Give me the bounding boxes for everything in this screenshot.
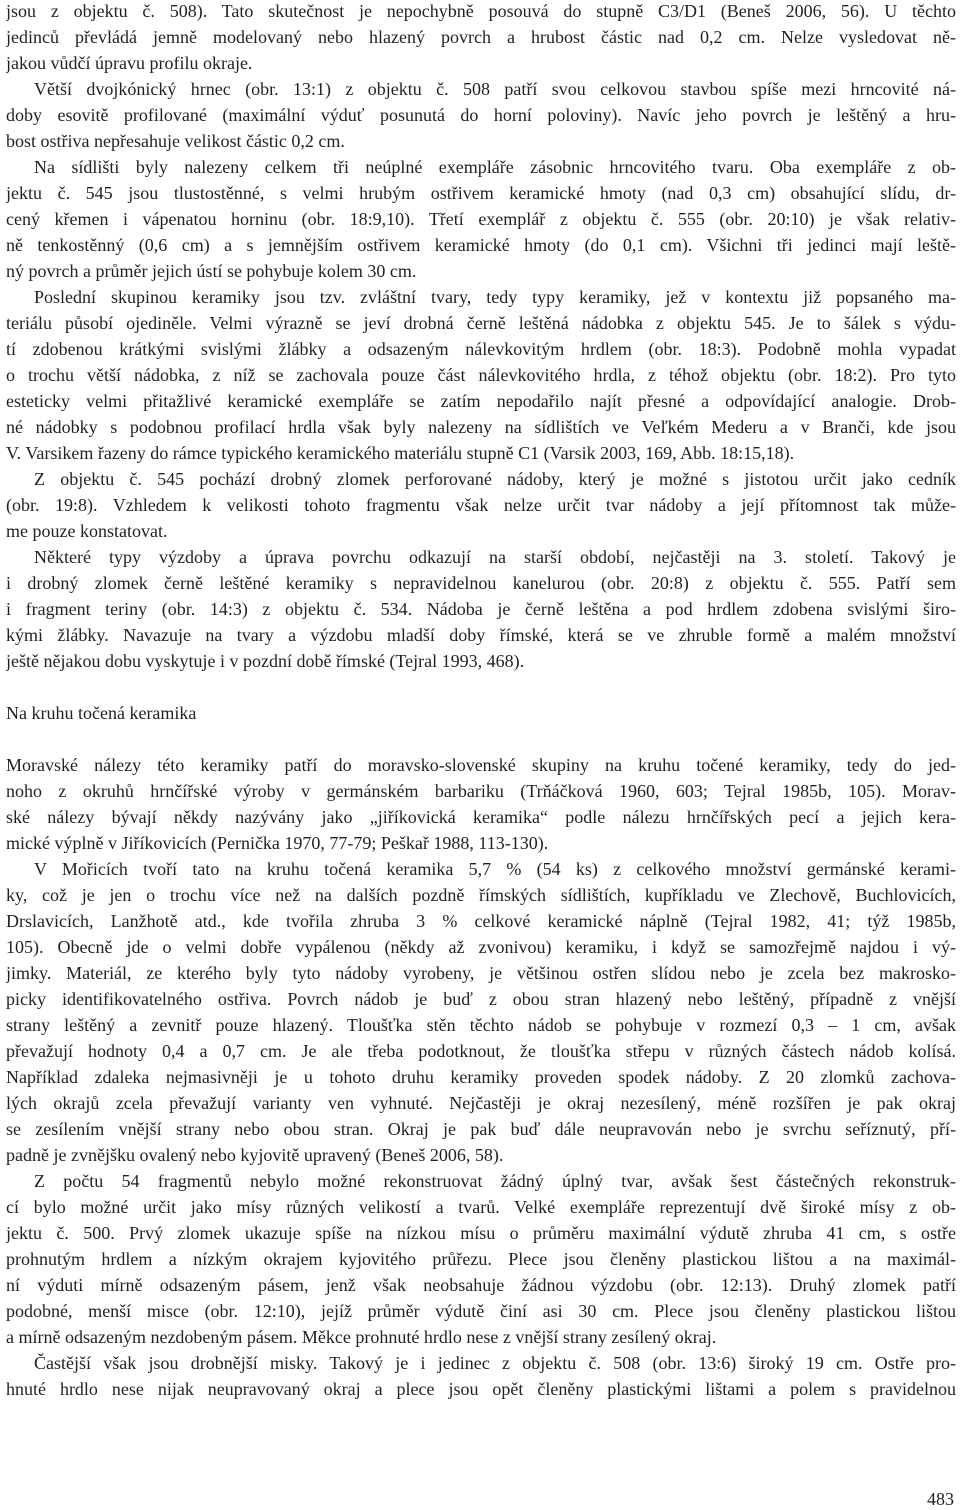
text-line: Drslavicích, Lanžhotě atd., kde tvořila zhruba 3 % celkové keramické náplně (Tejral 1982, 41; týž 1985b,: [6, 911, 956, 931]
text-line: 105). Obecně jde o velmi dobře vypálenou (někdy až zvonivou) keramiku, i když se samozřejmě najdou i vý-: [6, 937, 956, 957]
text-line: se zesílením vnější strany nebo obou stran. Okraj je pak buď dále neupravován nebo je svrchu seříznutý, pří-: [6, 1119, 956, 1139]
text-line: jimky. Materiál, ze kterého byly tyto nádoby vyrobeny, je většinou ostřen slídou nebo je zcela bez makrosko-: [6, 963, 956, 983]
text-line: Moravské nálezy této keramiky patří do moravsko-slovenské skupiny na kruhu točené keramiky, tedy do jed-: [6, 755, 956, 775]
text-line: ještě nějakou dobu vyskytuje i v pozdní době římské (Tejral 1993, 468).: [6, 651, 525, 671]
text-line: V. Varsikem řazeny do rámce typického keramického materiálu stupně C1 (Varsik 2003, 169, Abb. 18:15,18).: [6, 443, 795, 463]
text-line: cí bylo možné určit jako mísy různých velikostí a tvarů. Velké exempláře reprezentují dvě široké mísy z ob-: [6, 1197, 956, 1217]
text-line: Větší dvojkónický hrnec (obr. 13:1) z objektu č. 508 patří svou celkovou stavbou spíše mezi hrncovité ná-: [34, 79, 956, 99]
text-line: lých okrajů zcela převažují varianty ven vyhnuté. Nejčastěji je okraj nezesílený, méně rozšířen je pak okraj: [6, 1093, 956, 1113]
text-line: V Mořicích tvoří tato na kruhu točená keramika 5,7 % (54 ks) z celkového množství germánské kerami-: [34, 859, 956, 879]
text-line: Poslední skupinou keramiky jsou tzv. zvláštní tvary, tedy typy keramiky, jež v kontextu již popsaného ma-: [34, 287, 956, 307]
text-line: i drobný zlomek černě leštěné keramiky s nepravidelnou kanelurou (obr. 20:8) z objektu č. 555. Patří sem: [6, 573, 956, 593]
text-line: Z počtu 54 fragmentů nebylo možné rekonstruovat žádný úplný tvar, avšak šest částečných rekonstruk-: [34, 1171, 956, 1191]
text-line: jakou vůdčí úpravu profilu okraje.: [6, 53, 253, 73]
text-line: ky, což je jen o trochu více než na dalších pozdně římských sídlištích, kupříkladu ve Zlechově, Buchlovicích,: [6, 885, 956, 905]
text-line: prohnutým hrdlem a nízkým okrajem kyjovitého průřezu. Plece jsou členěny plastickou lištou a na maximál-: [6, 1249, 956, 1269]
section-heading: Na kruhu točená keramika: [6, 703, 197, 723]
text-line: i fragment teriny (obr. 14:3) z objektu č. 534. Nádoba je černě leštěna a pod hrdlem zdobena svislými širo-: [6, 599, 956, 619]
text-line: né nádobky s podobnou profilací hrdla však byly nalezeny na sídlištích ve Veľkém Mederu a v Branči, kde jsou: [6, 417, 956, 437]
text-line: mické výplně v Jiříkovicích (Pernička 1970, 77-79; Peškař 1988, 113-130).: [6, 833, 549, 853]
text-line: jektu č. 545 jsou tlustostěnné, s velmi hrubým ostřivem keramické hmoty (nad 0,3 cm) obsahující slídu, dr-: [6, 183, 956, 203]
text-line: kými žlábky. Navazuje na tvary a výzdobu mladší doby římské, která se ve zhruble formě a malém množství: [6, 625, 956, 645]
text-line: Z objektu č. 545 pochází drobný zlomek perforované nádoby, který je možné s jistotou určit jako cedník: [34, 469, 956, 489]
text-line: převažují hodnoty 0,4 a 0,7 cm. Je ale třeba podotknout, že tloušťka střepu v různých částech nádob kolísá.: [6, 1041, 956, 1061]
text-line: cený křemen i vápenatou horninu (obr. 18:9,10). Třetí exemplář z objektu č. 555 (obr. 20:10) je však relativ-: [6, 209, 956, 229]
text-line: teriálu působí ojediněle. Velmi výrazně se jeví drobná černě leštěná nádobka z objektu 545. Je to šálek s výdu-: [6, 313, 956, 333]
page-number: 483: [927, 1489, 954, 1509]
text-line: (obr. 19:8). Vzhledem k velikosti tohoto fragmentu však nelze určit tvar nádoby a její přítomnost tak může-: [6, 495, 956, 515]
text-line: Na sídlišti byly nalezeny celkem tři neúplné exempláře zásobnic hrncovitého tvaru. Oba exempláře z ob-: [34, 157, 956, 177]
text-line: ný povrch a průměr jejich ústí se pohybuje kolem 30 cm.: [6, 261, 417, 281]
text-line: doby esovitě profilované (maximální výduť posunutá do horní poloviny). Navíc jeho povrch je leštěný a hru-: [6, 105, 956, 125]
text-line: jektu č. 500. Prvý zlomek ukazuje spíše na nízkou mísu o průměru maximální výdutě zhruba 41 cm, s ostře: [6, 1223, 956, 1243]
text-line: ní výduti mírně odsazeným pásem, jenž však neobsahuje žádnou výzdobu (obr. 12:13). Druhý zlomek patří: [6, 1275, 956, 1295]
text-line: Například zdaleka nejmasivněji je u tohoto druhu keramiky proveden spodek nádoby. Z 20 zlomků zachova-: [6, 1067, 956, 1087]
text-line: Častější však jsou drobnější misky. Takový je i jedinec z objektu č. 508 (obr. 13:6) široký 19 cm. Ostře pro-: [34, 1353, 956, 1373]
text-line: Některé typy výzdoby a úprava povrchu odkazují na starší období, nejčastěji na 3. století. Takový je: [34, 547, 956, 567]
text-line: padně je zvnějšku ovalený nebo kyjovitě upravený (Beneš 2006, 58).: [6, 1145, 504, 1165]
text-line: noho z okruhů hrnčířské výroby v germánském barbariku (Trňáčková 1960, 603; Tejral 1985b, 105). Morav-: [6, 781, 956, 801]
text-line: me pouze konstatovat.: [6, 521, 168, 541]
text-line: esteticky velmi přitažlivé keramické exempláře se zatím nepodařilo najít přesné a odpovídající analogie. Drob-: [6, 391, 956, 411]
text-line: ské nálezy bývají někdy nazývány jako „jiříkovická keramika“ podle nálezu hrnčířských pecí a jejich kera-: [6, 807, 956, 827]
text-line: o trochu větší nádobka, z níž se zachovala pouze část nálevkovitého hrdla, z téhož objektu (obr. 18:2). Pro tyto: [6, 365, 956, 385]
text-line: strany leštěný a zevnitř pouze hlazený. Tloušťka stěn těchto nádob se pohybuje v rozmezí 0,3 – 1 cm, avšak: [6, 1015, 956, 1035]
text-line: hnuté hrdlo nese nijak neupravovaný okraj a plece jsou opět členěny plastickými lištami a polem s pravidelnou: [6, 1379, 956, 1399]
text-line: podobné, menší misce (obr. 12:10), jejíž průměr výdutě činí asi 30 cm. Plece jsou členěny plastickou lištou: [6, 1301, 956, 1321]
text-line: jedinců převládá jemně modelovaný nebo hlazený povrch a hrubost částic nad 0,2 cm. Nelze vysledovat ně-: [6, 27, 956, 47]
text-line: a mírně odsazeným nezdobeným pásem. Měkce prohnuté hrdlo nese z vnější strany zesílený okraj.: [6, 1327, 717, 1347]
text-line: jsou z objektu č. 508). Tato skutečnost je nepochybně posouvá do stupně C3/D1 (Beneš 2006, 56). U těchto: [6, 1, 956, 21]
text-line: tí zdobenou krátkými svislými žlábky a odsazeným nálevkovitým hrdlem (obr. 18:3). Podobně mohla vypadat: [6, 339, 956, 359]
text-line: bost ostřiva nepřesahuje velikost částic 0,2 cm.: [6, 131, 345, 151]
text-line: picky identifikovatelného ostřiva. Povrch nádob je buď z obou stran hlazený nebo leštěný, případně z vnější: [6, 989, 956, 1009]
text-line: ně tenkostěnný (0,6 cm) a s jemnějším ostřivem keramické hmoty (do 0,1 cm). Všichni tři jedinci mají leště-: [6, 235, 956, 255]
